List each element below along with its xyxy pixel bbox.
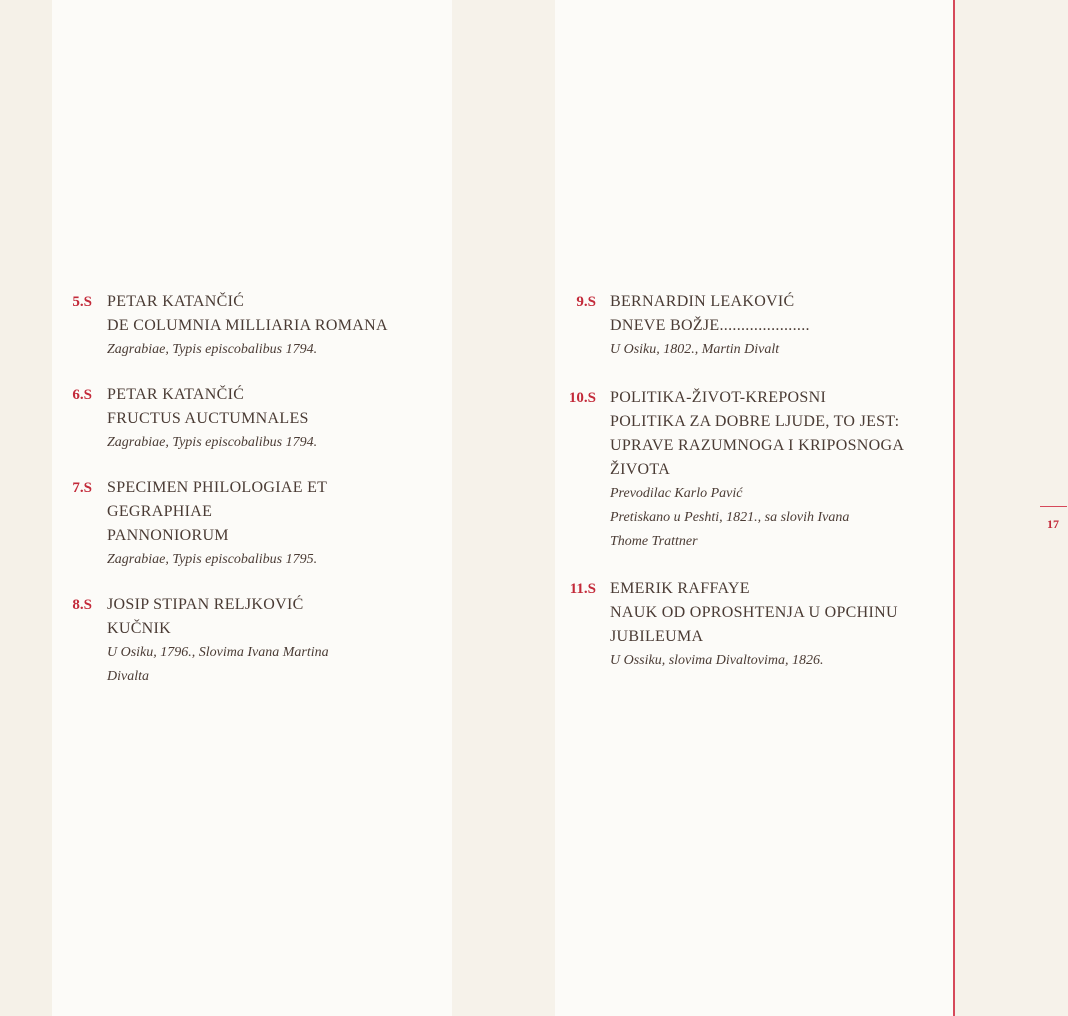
entry-author: JOSIP STIPAN RELJKOVIĆ <box>107 596 304 613</box>
entry-number: 10.S <box>568 390 596 406</box>
page-number: 17 <box>1047 517 1059 531</box>
entry-imprint: Pretiskano u Peshti, 1821., sa slovih Ivana <box>610 510 850 525</box>
entry-title: ŽIVOTA <box>610 461 671 478</box>
entry-title: POLITIKA ZA DOBRE LJUDE, TO JEST: <box>610 413 900 430</box>
entry-number: 6.S <box>72 387 92 403</box>
page-number-rule <box>1040 506 1067 507</box>
margin-rule <box>953 0 955 1016</box>
entry-translator: Prevodilac Karlo Pavić <box>610 486 743 501</box>
entry-title: UPRAVE RAZUMNOGA I KRIPOSNOGA <box>610 437 905 454</box>
entry-title: NAUK OD OPROSHTENJA U OPCHINU <box>610 604 898 621</box>
entry-title: GEGRAPHIAE <box>107 503 213 520</box>
entry-author: PETAR KATANČIĆ <box>107 386 245 403</box>
entry-imprint: U Osiku, 1796., Slovima Ivana Martina <box>107 645 329 660</box>
page-gutter <box>452 0 555 1016</box>
entry-number: 11.S <box>569 581 596 597</box>
entry-author: BERNARDIN LEAKOVIĆ <box>610 293 795 310</box>
entry-imprint: Zagrabiae, Typis episcobalibus 1795. <box>107 552 318 567</box>
entry-imprint: U Ossiku, slovima Divaltovima, 1826. <box>610 653 824 668</box>
entry-imprint: U Osiku, 1802., Martin Divalt <box>610 342 780 357</box>
right-margin <box>955 0 1068 1016</box>
entry-number: 9.S <box>576 294 596 310</box>
entry-imprint: Zagrabiae, Typis episcobalibus 1794. <box>107 342 318 357</box>
entry-title: KUČNIK <box>107 620 172 637</box>
entry-title: FRUCTUS AUCTUMNALES <box>107 410 309 427</box>
entry-title: DE COLUMNIA MILLIARIA ROMANA <box>107 317 388 334</box>
entry-author: PETAR KATANČIĆ <box>107 293 245 310</box>
entry-number: 5.S <box>72 294 92 310</box>
entry-number: 7.S <box>72 480 92 496</box>
entry-imprint: Divalta <box>107 669 149 684</box>
entry-title: POLITIKA-ŽIVOT-KREPOSNI <box>610 389 827 406</box>
entry-title: JUBILEUMA <box>610 628 704 645</box>
entry-title: PANNONIORUM <box>107 527 229 544</box>
entry-imprint: Thome Trattner <box>610 534 698 549</box>
entry-number: 8.S <box>72 597 92 613</box>
entry-author: EMERIK RAFFAYE <box>610 580 750 597</box>
entry-title: DNEVE BOŽJE..................... <box>610 317 810 334</box>
entry-imprint: Zagrabiae, Typis episcobalibus 1794. <box>107 435 318 450</box>
entry-title: SPECIMEN PHILOLOGIAE ET <box>107 479 328 496</box>
